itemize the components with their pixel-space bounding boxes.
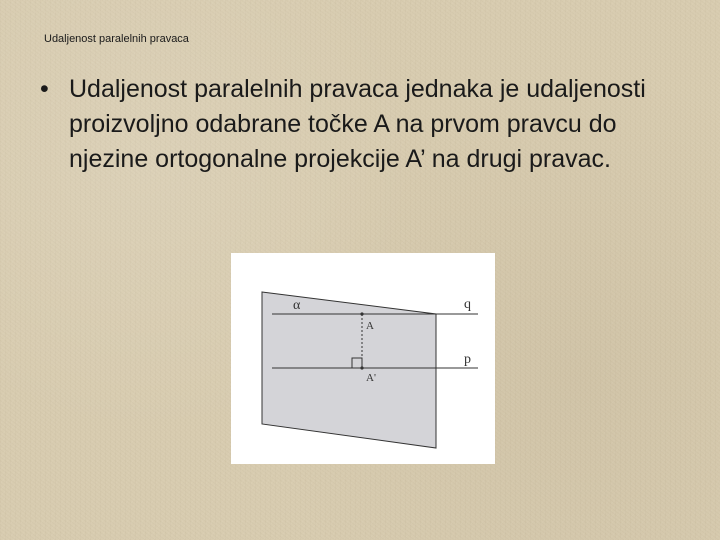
figure-svg (231, 253, 495, 464)
bullet-list (38, 72, 678, 177)
bullet-text: Udaljenost paralelnih pravaca jednaka je udaljenosti proizvoljno odabrane točke A na prvom pravcu do njezine ortogonalne projekcije A’ na drugi pravac. (69, 75, 646, 173)
slide-header-title: Udaljenost paralelnih pravaca (44, 33, 189, 45)
line-p-label: p (464, 352, 471, 367)
bullet-item (38, 72, 678, 177)
point-a-label: A (366, 320, 374, 332)
bullet-dot-icon: • (40, 75, 49, 103)
point-a-prime-label: A' (366, 372, 376, 384)
plane-alpha-label: α (293, 298, 301, 313)
parallel-lines-figure (231, 253, 495, 464)
point-a (360, 312, 363, 315)
line-q-label: q (464, 297, 471, 312)
plane-alpha (262, 292, 436, 448)
point-a-prime (360, 366, 363, 369)
